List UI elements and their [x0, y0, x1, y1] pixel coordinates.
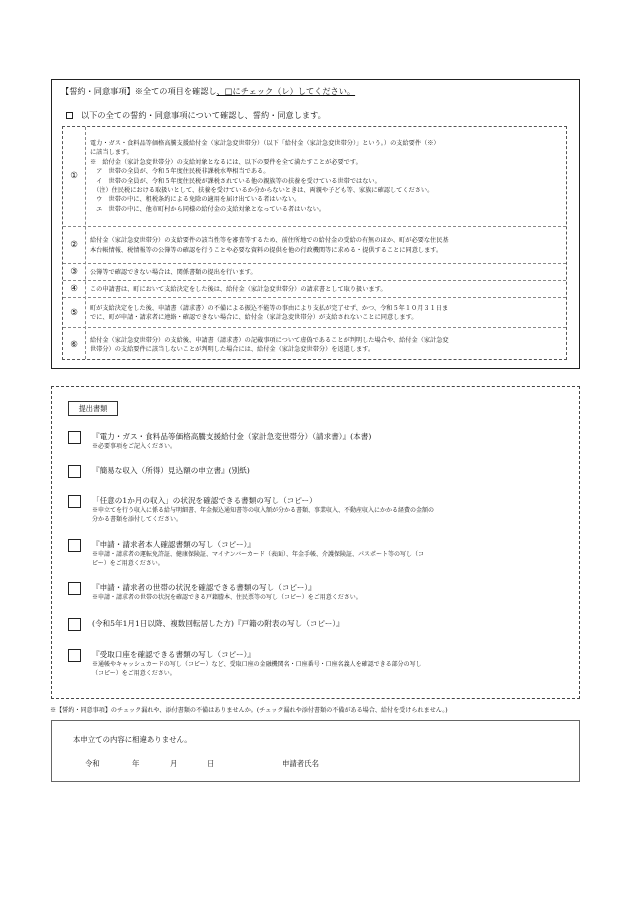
- documents-title: 提出書類: [68, 401, 118, 416]
- document-name: 『申請・請求者本人確認書類の写し（コピー）』: [92, 540, 255, 549]
- document-name: (令和5年1月1日以降、複数回転居した方)『戸籍の附表の写し（コピー）』: [92, 619, 344, 628]
- condition-text: [90, 236, 560, 255]
- condition-line: 電力・ガス・食料品等価格高騰支援給付金（家計急変世帯分）（以下「給付金（家計急変世帯分）」という。）の支給要件（※）: [90, 139, 440, 147]
- agree-label: 以下の全ての誓約・同意事項について確認し、誓約・同意します。: [81, 110, 326, 120]
- condition-line: ウ 世帯の中に、租税条約による免除の適用を届け出ている者はいない。: [90, 196, 301, 204]
- documents-section: [51, 386, 580, 699]
- document-item: [68, 582, 571, 618]
- document-checkbox[interactable]: [68, 495, 81, 508]
- document-note: ※申立てを行う収入に係る給与明細書、年金振込通知書等の収入額が分かる書類、事業収入、不動産収入にかかる経費の金額の: [92, 507, 435, 514]
- condition-text: [90, 268, 560, 277]
- condition-line: この申請書は、町において支給決定をした後は、給付金（家計急変世帯分）の請求書として取り扱います。: [90, 285, 387, 293]
- signature-section: [51, 720, 580, 782]
- document-checkbox[interactable]: [68, 539, 81, 552]
- pledge-header-text: 【誓約・同意事項】※全ての項目を確認し: [61, 86, 217, 96]
- condition-line: に該当します。: [90, 149, 133, 157]
- condition-number: ①: [70, 171, 78, 181]
- signature-era: 令和: [85, 759, 100, 768]
- signature-statement: 本申立ての内容に相違ありません。: [73, 735, 192, 744]
- condition-line: 本台帳情報、税情報等の公簿等の確認を行うことや必要な資料の提供を他の行政機関等に求める・提供することに同意します。: [90, 246, 443, 254]
- condition-row: [63, 226, 566, 264]
- document-item: [68, 495, 571, 531]
- condition-line: （注）住民税における取扱いとして、扶養を受けているか分からないときは、両親や子ども等、家族に確認してください。: [90, 186, 434, 194]
- pledge-header-instruction: 、□にチェック（レ）してください。: [216, 86, 356, 96]
- document-checkbox[interactable]: [68, 431, 81, 444]
- condition-number: ⑤: [70, 307, 78, 318]
- document-note: ※通帳やキャッシュカードの写し（コピー）など、受取口座の金融機関名・口座番号・口座名義人を確認できる部分の写し: [92, 661, 422, 668]
- document-name: 『簡易な収入（所得）見込額の申立書』(別紙): [92, 466, 250, 475]
- condition-number: ④: [70, 284, 78, 294]
- document-note: （コピー）をご用意ください。: [92, 669, 176, 677]
- document-note: ピー）をご用意ください。: [92, 559, 164, 567]
- document-name: 「任意の1か月の収入」の状況を確認できる書類の写し（コピー）: [92, 496, 317, 505]
- condition-row: [63, 263, 566, 281]
- pledge-section: [51, 79, 580, 369]
- condition-number: ③: [70, 267, 78, 277]
- condition-line: でに、町が申請・請求者に連絡・確認できない場合に、給付金（家計急変世帯分）が支給されないことに同意します。: [90, 314, 418, 321]
- document-checkbox[interactable]: [68, 465, 81, 478]
- condition-line: ア 世帯の全員が、令和５年度住民税非課税水準相当である。: [90, 168, 270, 176]
- document-note: ※申請・請求者の世帯の状況を確認できる戸籍謄本、住民票等の写し（コピー）をご用意ください。: [92, 594, 362, 601]
- conditions-table: [62, 126, 567, 360]
- condition-line: 世帯分）の支給要件に該当しないことが判明した場合には、給付金（家計急変世帯分）を返還します。: [90, 346, 375, 353]
- condition-row: [63, 297, 566, 328]
- document-name: 『申請・請求者の世帯の状況を確認できる書類の写し（コピー）』: [92, 583, 316, 592]
- document-note: ※必要事項をご記入ください。: [92, 443, 177, 450]
- condition-line: 給付金（家計急変世帯分）の支給後、申請書（請求書）の記載事項について虚偽であることが判明した場合や、給付金（家計急変: [90, 336, 449, 344]
- signature-name-label: 申請者氏名: [282, 759, 319, 768]
- document-checkbox[interactable]: [68, 618, 81, 631]
- condition-row: [63, 327, 566, 362]
- condition-number: ⑥: [70, 339, 78, 350]
- condition-line: 給付金（家計急変世帯分）の支給要件の該当性等を審査等するため、前住所地での給付金の受給の有無のほか、町が必要な住民基: [90, 237, 449, 245]
- condition-text: [90, 285, 560, 294]
- document-note: 分かる書類を添付してください。: [92, 515, 183, 523]
- document-checkbox[interactable]: [68, 582, 81, 595]
- signature-month: 月: [170, 759, 178, 768]
- condition-line: イ 世帯の全員が、令和５年度住民税が課税されている他の親族等の扶養を受けている世帯ではない。: [90, 177, 381, 185]
- signature-year: 年: [132, 759, 140, 768]
- document-name: 『電力・ガス・食料品等価格高騰支援給付金（家計急変世帯分）（請求書）』(本書): [92, 432, 372, 441]
- condition-number: ②: [70, 240, 78, 250]
- condition-line: 公簿等で確認できない場合は、関係書類の提出を行います。: [90, 268, 257, 276]
- condition-line: エ 世帯の中に、他市町村から同様の給付金の支給対象となっている者はいない。: [90, 205, 326, 213]
- agree-checkbox[interactable]: [66, 112, 73, 119]
- document-checkbox[interactable]: [68, 649, 81, 662]
- document-note: ※申請・請求者の運転免許証、健康保険証、マイナンバーカード（表面）、年金手帳、介護保険証、パスポート等の写し（コ: [92, 551, 425, 558]
- signature-day: 日: [207, 759, 215, 768]
- footer-note: ※【誓約・同意事項】のチェック漏れや、添付書類の不備はありませんか。(チェック漏れや添付書類の不備がある場合、給付を受けられません。): [50, 707, 448, 714]
- document-item: [68, 649, 571, 685]
- condition-row: [63, 280, 566, 298]
- document-item: [68, 539, 571, 575]
- document-name: 『受取口座を確認できる書類の写し（コピー）』: [92, 650, 255, 659]
- condition-line: ※ 給付金（家計急変世帯分）の支給対象となるには、以下の要件を全て満たすことが必要です。: [90, 158, 362, 166]
- condition-row: [63, 127, 566, 226]
- condition-text: [90, 139, 560, 214]
- pledge-header: [61, 86, 355, 97]
- agree-row[interactable]: [66, 110, 326, 121]
- condition-text: [90, 304, 560, 323]
- condition-line: 町が支給決定をした後、申請書（請求書）の不備による振込不能等の事由により支払が完了せず、かつ、令和５年１０月３１日ま: [90, 304, 449, 312]
- signature-name-field[interactable]: [342, 758, 542, 770]
- document-item: [68, 431, 571, 467]
- condition-text: [90, 336, 560, 355]
